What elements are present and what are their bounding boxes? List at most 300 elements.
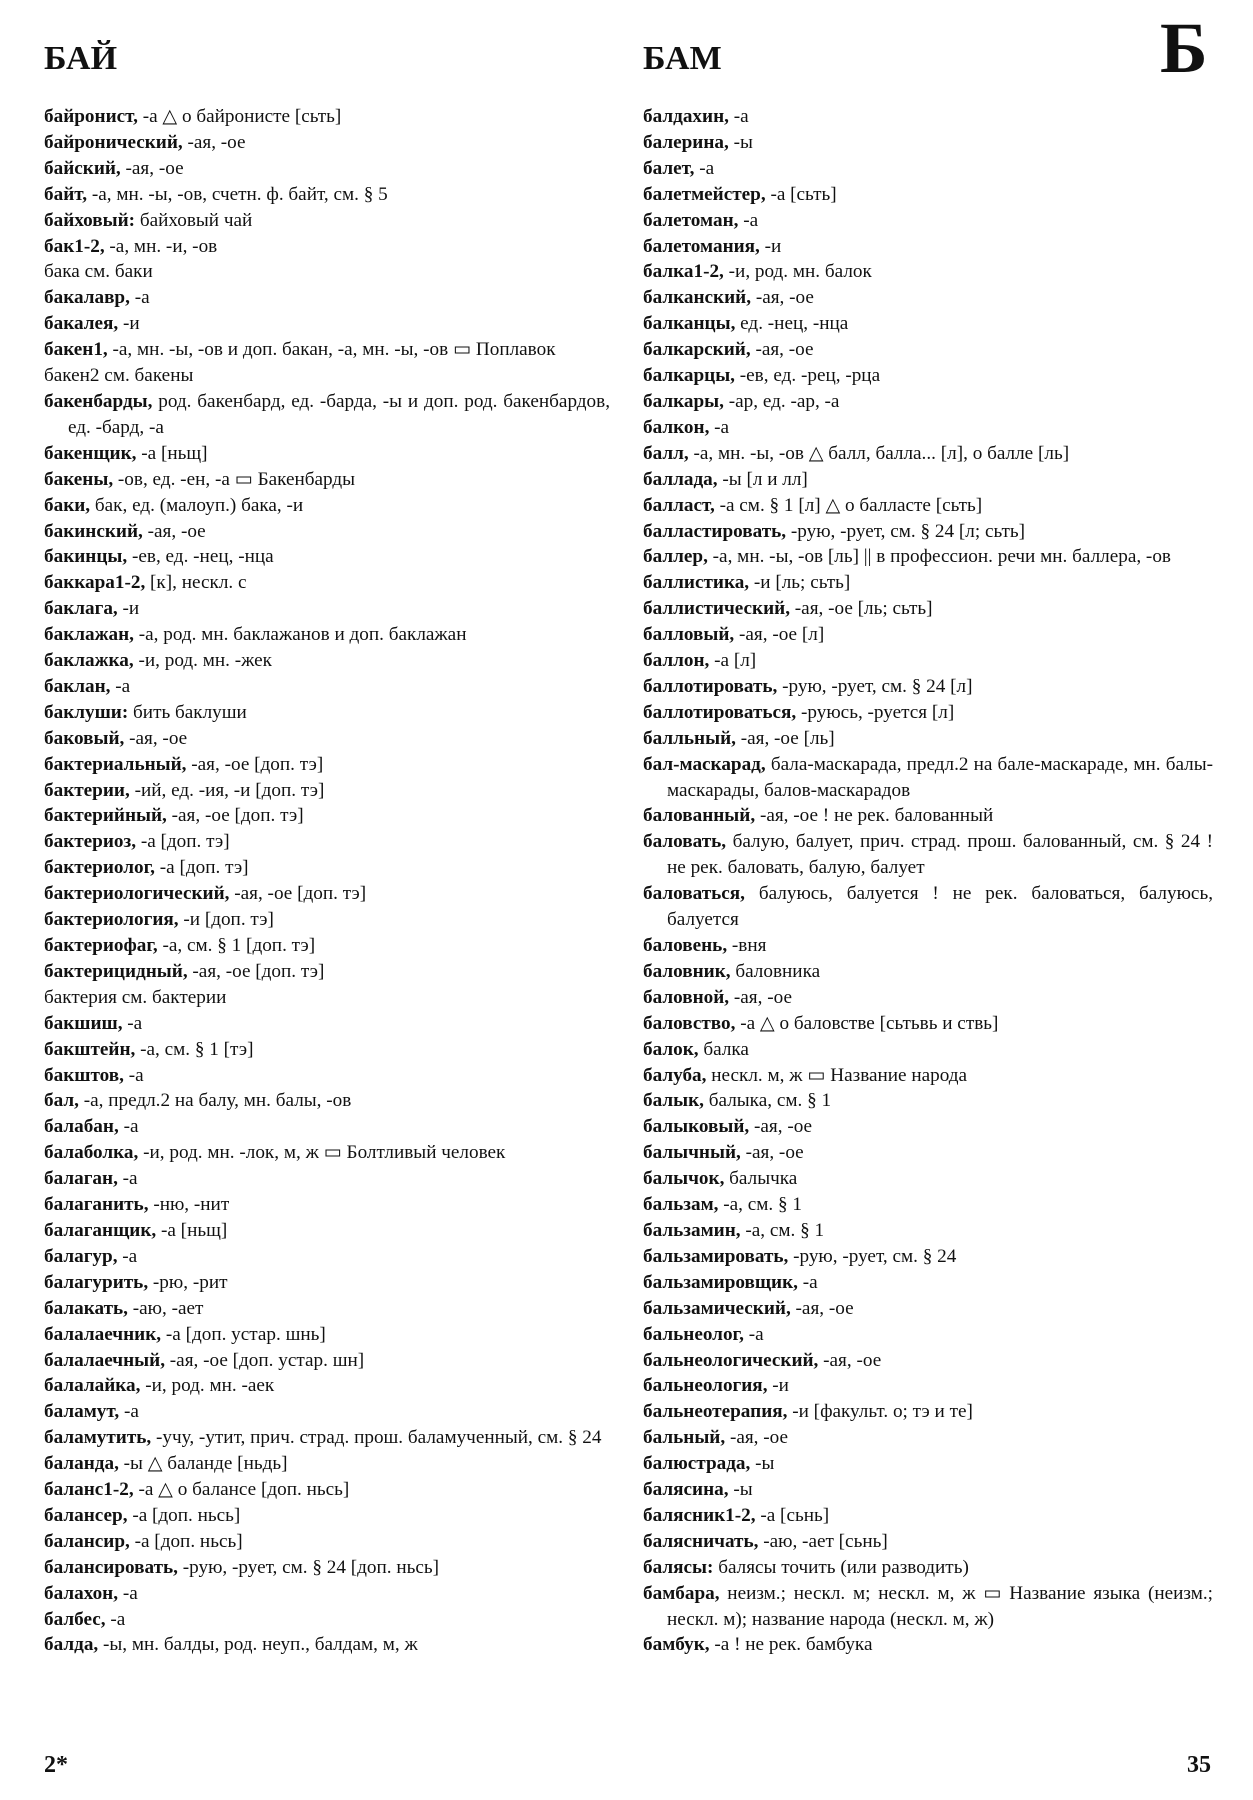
dictionary-entry bbox=[44, 648, 610, 674]
headword: бамбара, bbox=[643, 1582, 720, 1604]
entry-body: -ы [л и лл] bbox=[717, 468, 808, 490]
entry-body: -ар, ед. -ар, -а bbox=[723, 390, 840, 412]
entry-body: -а см. § 1 [л] △ о балласте [сьть] bbox=[714, 494, 983, 516]
entry-body: балычка bbox=[724, 1168, 798, 1190]
entry-body: -ов, ед. -ен, -а ▭ Бакенбарды bbox=[113, 468, 356, 490]
headword: балет, bbox=[643, 157, 695, 179]
headword: бальзамический, bbox=[643, 1297, 791, 1319]
headword: баклажан, bbox=[44, 624, 134, 646]
headword: бакинцы, bbox=[44, 546, 128, 568]
entry-body: бак, ед. (малоуп.) бака, -и bbox=[90, 494, 304, 516]
dictionary-entry bbox=[44, 1607, 610, 1633]
headword: баклан, bbox=[44, 675, 111, 697]
headword: балыковый, bbox=[643, 1116, 750, 1138]
entry-body: -ая, -ое bbox=[142, 520, 206, 542]
dictionary-entry bbox=[44, 1425, 610, 1451]
entry-body: -ая, -ое bbox=[790, 1297, 854, 1319]
dictionary-entry bbox=[643, 1011, 1213, 1037]
headword: балбес, bbox=[44, 1608, 106, 1630]
dictionary-entry bbox=[44, 933, 610, 959]
dictionary-entry bbox=[44, 337, 610, 363]
dictionary-entry bbox=[643, 1373, 1213, 1399]
entry-body: -рую, -рует, см. § 24 [доп. ньсь] bbox=[177, 1556, 440, 1578]
dictionary-entry bbox=[44, 1529, 610, 1555]
dictionary-entry bbox=[44, 389, 610, 441]
dictionary-entry bbox=[643, 544, 1213, 570]
dictionary-entry bbox=[44, 700, 610, 726]
entry-body: балясы точить (или разводить) bbox=[713, 1556, 969, 1578]
dictionary-entry bbox=[44, 104, 610, 130]
dictionary-entry bbox=[643, 234, 1213, 260]
dictionary-entry bbox=[643, 1063, 1213, 1089]
headword: бальнеолог, bbox=[643, 1323, 744, 1345]
dictionary-entry bbox=[643, 1555, 1213, 1581]
headword: баламут, bbox=[44, 1401, 120, 1423]
dictionary-entry bbox=[643, 130, 1213, 156]
entry-body: -а bbox=[110, 675, 131, 697]
entry-body: -рую, -рует, см. § 24 [л] bbox=[777, 675, 973, 697]
headword: балкарцы, bbox=[643, 365, 735, 387]
headword: балычный, bbox=[643, 1142, 741, 1164]
entry-body: -а, см. § 1 [тэ] bbox=[135, 1038, 254, 1060]
dictionary-entry bbox=[44, 674, 610, 700]
dictionary-entry bbox=[44, 311, 610, 337]
headword: бактерийный, bbox=[44, 805, 167, 827]
headword: балкарский, bbox=[643, 339, 751, 361]
dictionary-entry bbox=[643, 259, 1213, 285]
entry-body: -а, мн. -ы, -ов, счетн. ф. байт, см. § 5 bbox=[87, 183, 388, 205]
entry-body: -а bbox=[694, 157, 715, 179]
entry-body: -а △ о байронисте [сьть] bbox=[137, 106, 342, 127]
entry-body: -а [доп. тэ] bbox=[154, 857, 249, 879]
dictionary-entry bbox=[643, 985, 1213, 1011]
headword: байский, bbox=[44, 157, 121, 179]
headword: балок, bbox=[643, 1038, 699, 1060]
headword: баковый, bbox=[44, 727, 125, 749]
headword: баловаться, bbox=[643, 883, 745, 905]
dictionary-entry bbox=[44, 1192, 610, 1218]
dictionary-entry bbox=[44, 752, 610, 778]
headword: бакштов, bbox=[44, 1064, 124, 1086]
dictionary-entry bbox=[44, 1451, 610, 1477]
entry-body: -а [доп. ньсь] bbox=[129, 1530, 243, 1552]
dictionary-entry bbox=[643, 648, 1213, 674]
running-head-left: БАЙ bbox=[44, 40, 118, 77]
dictionary-entry bbox=[643, 467, 1213, 493]
headword: балалайка, bbox=[44, 1375, 141, 1397]
headword: бактериолог, bbox=[44, 857, 155, 879]
dictionary-entry bbox=[643, 1114, 1213, 1140]
entry-body: баловника bbox=[730, 960, 821, 982]
section-letter: Б bbox=[1160, 8, 1208, 88]
entry-body: -ая, -ое [доп. тэ] bbox=[166, 805, 304, 827]
dictionary-entry bbox=[44, 1011, 610, 1037]
headword: бакшиш, bbox=[44, 1012, 123, 1034]
headword: бал-маскарад, bbox=[643, 753, 766, 775]
dictionary-entry bbox=[44, 778, 610, 804]
entry-body: -рую, -рует, см. § 24 bbox=[788, 1245, 957, 1267]
entry-body: -а [сьнь] bbox=[755, 1504, 830, 1526]
entry-body: -а [сьть] bbox=[765, 183, 837, 205]
dictionary-entry bbox=[643, 803, 1213, 829]
entry-body: -а bbox=[797, 1271, 818, 1293]
dictionary-entry bbox=[44, 1270, 610, 1296]
entry-body: -и bbox=[767, 1375, 789, 1397]
dictionary-entry bbox=[44, 1140, 610, 1166]
entry-body: -ню, -нит bbox=[148, 1194, 230, 1216]
entry-body: -аю, -ает [сьнь] bbox=[758, 1530, 888, 1552]
headword: бактериофаг, bbox=[44, 935, 158, 956]
entry-body: род. бакенбард, ед. -барда, -ы и доп. род. бакенбардов, ед. -бард, -а bbox=[68, 390, 610, 438]
entry-body: -ая, -ое bbox=[182, 131, 246, 153]
dictionary-entry bbox=[44, 363, 610, 389]
entry-body: -а △ о балансе [доп. ньсь] bbox=[133, 1479, 350, 1501]
headword: бакалавр, bbox=[44, 287, 130, 309]
dictionary-entry bbox=[643, 700, 1213, 726]
dictionary-entry bbox=[643, 389, 1213, 415]
headword: байронист, bbox=[44, 106, 138, 127]
entry-body: -а [л] bbox=[709, 650, 757, 672]
headword: балясина, bbox=[643, 1479, 729, 1501]
headword: баккара1-2, bbox=[44, 572, 146, 594]
entry-body: -ая, -ое bbox=[120, 157, 184, 179]
entry-body: -ы bbox=[728, 131, 753, 153]
dictionary-entry bbox=[44, 156, 610, 182]
headword: бакенщик, bbox=[44, 442, 137, 464]
dictionary-entry bbox=[44, 182, 610, 208]
dictionary-entry bbox=[44, 881, 610, 907]
entry-body: -а bbox=[728, 106, 749, 127]
entry-body: -ая, -ое bbox=[725, 1427, 789, 1449]
headword: балагур, bbox=[44, 1245, 118, 1267]
dictionary-entry bbox=[44, 622, 610, 648]
entry-body: -и bbox=[759, 235, 782, 257]
headword: бальзам, bbox=[643, 1194, 719, 1216]
headword: балаболка, bbox=[44, 1142, 139, 1164]
dictionary-entry bbox=[44, 1373, 610, 1399]
dictionary-entry bbox=[643, 752, 1213, 804]
entry-body: -ая, -ое [доп. тэ] bbox=[229, 883, 367, 905]
dictionary-entry bbox=[643, 1037, 1213, 1063]
headword: балованный, bbox=[643, 805, 756, 827]
dictionary-entry bbox=[44, 1632, 610, 1658]
dictionary-entry bbox=[44, 1037, 610, 1063]
dictionary-entry bbox=[44, 130, 610, 156]
headword: бакены, bbox=[44, 468, 114, 490]
entry-body: -и [ль; сьть] bbox=[749, 572, 851, 594]
dictionary-entry bbox=[643, 596, 1213, 622]
headword: бакен1, bbox=[44, 339, 108, 361]
headword: балльный, bbox=[643, 727, 736, 749]
dictionary-entry bbox=[44, 1322, 610, 1348]
headword: бальзамировщик, bbox=[643, 1271, 798, 1293]
headword: балда, bbox=[44, 1634, 99, 1656]
dictionary-entry bbox=[643, 1088, 1213, 1114]
entry-body: -и bbox=[118, 313, 140, 335]
entry-body: -и bbox=[117, 598, 140, 620]
headword: балакать, bbox=[44, 1297, 128, 1319]
headword: баклага, bbox=[44, 598, 118, 620]
entry-body: -а bbox=[129, 287, 150, 309]
dictionary-entry bbox=[44, 1244, 610, 1270]
entry-body: бить баклуши bbox=[128, 701, 247, 723]
headword: бакалея, bbox=[44, 313, 119, 335]
dictionary-entry bbox=[44, 519, 610, 545]
signature-mark: 2* bbox=[44, 1752, 68, 1778]
dictionary-entry bbox=[44, 985, 610, 1011]
dictionary-entry bbox=[44, 829, 610, 855]
dictionary-entry bbox=[643, 829, 1213, 881]
dictionary-entry bbox=[643, 519, 1213, 545]
dictionary-entry bbox=[44, 1399, 610, 1425]
dictionary-entry bbox=[643, 933, 1213, 959]
dictionary-entry bbox=[44, 1581, 610, 1607]
dictionary-entry bbox=[643, 1192, 1213, 1218]
entry-body: -а bbox=[118, 1582, 138, 1604]
headword: баламутить, bbox=[44, 1427, 152, 1449]
headword: балканский, bbox=[643, 287, 752, 309]
dictionary-entry bbox=[44, 259, 610, 285]
headword: бактериоз, bbox=[44, 831, 137, 853]
entry-body: -а, мн. -ы, -ов △ балл, балла... [л], о балле [ль] bbox=[688, 442, 1070, 464]
entry-body: -и [факульт. о; тэ и те] bbox=[787, 1401, 973, 1423]
entry-body: байховый чай bbox=[135, 209, 253, 231]
entry-body: балуюсь, балуется ! не рек. баловаться, балуюсь, балуется bbox=[667, 883, 1213, 931]
headword: балка1-2, bbox=[643, 261, 724, 283]
headword: балуба, bbox=[643, 1064, 707, 1086]
headword: баланда, bbox=[44, 1453, 119, 1475]
dictionary-entry bbox=[44, 959, 610, 985]
entry-body: -а, мн. -ы, -ов и доп. бакан, -а, мн. -ы, -ов ▭ Поплавок bbox=[107, 339, 556, 361]
dictionary-entry bbox=[643, 104, 1213, 130]
dictionary-entry bbox=[44, 855, 610, 881]
entry-body: балыка, см. § 1 bbox=[703, 1090, 832, 1112]
entry-body: -а bbox=[119, 1401, 139, 1423]
dictionary-entry bbox=[44, 234, 610, 260]
entry-body: балую, балует, прич. страд. прош. балованный, см. § 24 ! не рек. баловать, балую, балует bbox=[667, 831, 1213, 879]
dictionary-entry bbox=[643, 1348, 1213, 1374]
headword: баклуши: bbox=[44, 701, 129, 723]
headword: баллон, bbox=[643, 650, 710, 672]
dictionary-entry bbox=[643, 1218, 1213, 1244]
entry-body: -ев, ед. -рец, -рца bbox=[734, 365, 881, 387]
headword: балловый, bbox=[643, 624, 735, 646]
entry-body: -ы bbox=[728, 1479, 753, 1501]
entry-body: бала-маскарада, предл.2 на бале-маскараде, мн. балы-маскарады, балов-маскарадов bbox=[667, 753, 1213, 801]
entry-body: -а [доп. тэ] bbox=[136, 831, 230, 853]
dictionary-entry bbox=[44, 285, 610, 311]
entry-body: -а bbox=[118, 1116, 139, 1138]
entry-body: -учу, -утит, прич. страд. прош. баламученный, см. § 24 bbox=[151, 1427, 602, 1449]
headword: балансир, bbox=[44, 1530, 130, 1552]
dictionary-entry bbox=[643, 1529, 1213, 1555]
headword: балдахин, bbox=[643, 106, 729, 127]
entry-body: -ий, ед. -ия, -и [доп. тэ] bbox=[129, 779, 325, 801]
entry-body: -и, род. мн. балок bbox=[723, 261, 872, 283]
entry-body: -ая, -ое bbox=[750, 339, 814, 361]
dictionary-entry bbox=[44, 544, 610, 570]
headword: баланс1-2, bbox=[44, 1479, 134, 1501]
headword: баловень, bbox=[643, 935, 728, 956]
dictionary-entry bbox=[643, 1477, 1213, 1503]
headword: бальзамин, bbox=[643, 1219, 741, 1241]
entry-body: -ая, -ое bbox=[818, 1349, 882, 1371]
entry-body: -а bbox=[117, 1245, 138, 1267]
right-column bbox=[643, 104, 1213, 1658]
entry-body: -ев, ед. -нец, -нца bbox=[127, 546, 274, 568]
headword: баловать, bbox=[643, 831, 727, 853]
dictionary-entry bbox=[643, 208, 1213, 234]
headword: бактериальный, bbox=[44, 753, 187, 775]
headword: бал, bbox=[44, 1090, 79, 1112]
entry-body: -ая, -ое [доп. устар. шн] bbox=[165, 1349, 365, 1371]
dictionary-entry bbox=[44, 726, 610, 752]
left-column bbox=[44, 104, 610, 1658]
dictionary-entry bbox=[643, 311, 1213, 337]
entry-body: -а, см. § 1 bbox=[718, 1194, 802, 1216]
entry-body: ед. -нец, -нца bbox=[735, 313, 849, 335]
headword: бамбук, bbox=[643, 1634, 710, 1656]
entry-body: бака см. баки bbox=[44, 261, 153, 283]
dictionary-entry bbox=[44, 1296, 610, 1322]
headword: балабан, bbox=[44, 1116, 119, 1138]
headword: баллистика, bbox=[643, 572, 750, 594]
entry-body: -ы bbox=[750, 1453, 775, 1475]
dictionary-entry bbox=[643, 1632, 1213, 1658]
entry-body: -а, мн. -ы, -ов [ль] || в профессион. речи мн. баллера, -ов bbox=[707, 546, 1171, 568]
dictionary-entry bbox=[643, 1296, 1213, 1322]
headword: баллотировать, bbox=[643, 675, 778, 697]
headword: баллотироваться, bbox=[643, 701, 797, 723]
dictionary-entry bbox=[643, 363, 1213, 389]
entry-body: -ая, -ое [л] bbox=[734, 624, 825, 646]
entry-body: -руюсь, -руется [л] bbox=[796, 701, 955, 723]
dictionary-entry bbox=[643, 441, 1213, 467]
dictionary-entry bbox=[643, 959, 1213, 985]
dictionary-entry bbox=[44, 1088, 610, 1114]
headword: балагурить, bbox=[44, 1271, 149, 1293]
headword: байронический, bbox=[44, 131, 183, 153]
headword: балаганить, bbox=[44, 1194, 149, 1216]
headword: балласт, bbox=[643, 494, 715, 516]
entry-body: -а bbox=[122, 1012, 143, 1034]
headword: бальзамировать, bbox=[643, 1245, 789, 1267]
dictionary-entry bbox=[643, 285, 1213, 311]
entry-body: -ая, -ое bbox=[749, 1116, 813, 1138]
entry-body: -рю, -рит bbox=[148, 1271, 228, 1293]
entry-body: -а, предл.2 на балу, мн. балы, -ов bbox=[78, 1090, 352, 1112]
entry-body: -ая, -ое bbox=[740, 1142, 804, 1164]
headword: бак1-2, bbox=[44, 235, 105, 257]
headword: бальнеология, bbox=[643, 1375, 768, 1397]
headword: бактерии, bbox=[44, 779, 130, 801]
dictionary-entry bbox=[44, 907, 610, 933]
headword: балаганщик, bbox=[44, 1219, 157, 1241]
headword: бальный, bbox=[643, 1427, 726, 1449]
dictionary-entry bbox=[643, 182, 1213, 208]
entry-body: -а △ о баловстве [сьтьвь и ствь] bbox=[735, 1012, 999, 1034]
entry-body: -аю, -ает bbox=[127, 1297, 204, 1319]
entry-body: -а ! не рек. бамбука bbox=[709, 1634, 873, 1656]
headword: балаган, bbox=[44, 1168, 118, 1190]
dictionary-entry bbox=[44, 1114, 610, 1140]
entry-body: бакен2 см. бакены bbox=[44, 365, 194, 387]
headword: балясничать, bbox=[643, 1530, 759, 1552]
headword: баллада, bbox=[643, 468, 718, 490]
headword: балетмейстер, bbox=[643, 183, 766, 205]
headword: бакенбарды, bbox=[44, 390, 153, 412]
headword: балясник1-2, bbox=[643, 1504, 756, 1526]
headword: баки, bbox=[44, 494, 91, 516]
entry-body: -ая, -ое bbox=[124, 727, 188, 749]
entry-body: -ая, -ое bbox=[729, 986, 792, 1008]
headword: бактерицидный, bbox=[44, 960, 188, 982]
entry-body: -и, род. мн. -лок, м, ж ▭ Болтливый человек bbox=[138, 1142, 506, 1164]
entry-body: бактерия см. бактерии bbox=[44, 986, 227, 1008]
entry-body: -ая, -ое [ль] bbox=[735, 727, 835, 749]
entry-body: -вня bbox=[727, 935, 767, 956]
headword: балластировать, bbox=[643, 520, 787, 542]
headword: баллер, bbox=[643, 546, 708, 568]
headword: балахон, bbox=[44, 1582, 119, 1604]
entry-body: -ая, -ое [доп. тэ] bbox=[186, 753, 324, 775]
headword: бактериологический, bbox=[44, 883, 230, 905]
entry-body: -а, род. мн. баклажанов и доп. баклажан bbox=[133, 624, 467, 646]
dictionary-entry bbox=[643, 1244, 1213, 1270]
entry-body: -а [ньщ] bbox=[136, 442, 208, 464]
dictionary-entry bbox=[643, 1270, 1213, 1296]
headword: байт, bbox=[44, 183, 88, 205]
headword: баловной, bbox=[643, 986, 730, 1008]
headword: бактериология, bbox=[44, 909, 179, 931]
entry-body: нескл. м, ж ▭ Название народа bbox=[706, 1064, 968, 1086]
entry-body: -а bbox=[105, 1608, 126, 1630]
dictionary-entry bbox=[44, 441, 610, 467]
entry-body: -а bbox=[743, 1323, 764, 1345]
headword: балясы: bbox=[643, 1556, 714, 1578]
entry-body: -а [доп. устар. шнь] bbox=[161, 1323, 326, 1345]
headword: балюстрада, bbox=[643, 1453, 751, 1475]
entry-body: -и, род. мн. -аек bbox=[140, 1375, 275, 1397]
entry-body: -ы △ баланде [ньдь] bbox=[118, 1453, 288, 1475]
headword: баловник, bbox=[643, 960, 731, 982]
dictionary-entry bbox=[44, 803, 610, 829]
entry-body: -и [доп. тэ] bbox=[178, 909, 274, 931]
headword: балычок, bbox=[643, 1168, 725, 1190]
headword: баллистический, bbox=[643, 598, 790, 620]
dictionary-entry bbox=[643, 570, 1213, 596]
dictionary-entry bbox=[643, 1451, 1213, 1477]
entry-body: -а [доп. ньсь] bbox=[127, 1504, 241, 1526]
dictionary-entry bbox=[643, 726, 1213, 752]
dictionary-entry bbox=[643, 1166, 1213, 1192]
dictionary-entry bbox=[44, 208, 610, 234]
page-number: 35 bbox=[1187, 1752, 1211, 1778]
entry-body: балка bbox=[698, 1038, 749, 1060]
dictionary-entry bbox=[643, 881, 1213, 933]
dictionary-entry bbox=[44, 1503, 610, 1529]
headword: балерина, bbox=[643, 131, 729, 153]
dictionary-entry bbox=[44, 1218, 610, 1244]
entry-body: -а bbox=[117, 1168, 138, 1190]
running-head-right: БАМ bbox=[643, 40, 722, 77]
entry-body: -ая, -ое ! не рек. балованный bbox=[755, 805, 994, 827]
headword: балалаечный, bbox=[44, 1349, 165, 1371]
headword: балансировать, bbox=[44, 1556, 178, 1578]
entry-body: неизм.; нескл. м; нескл. м, ж ▭ Название языка (неизм.; нескл. м); название народа (нескл. м, ж) bbox=[667, 1582, 1213, 1630]
dictionary-entry bbox=[44, 1348, 610, 1374]
dictionary-entry bbox=[643, 1425, 1213, 1451]
